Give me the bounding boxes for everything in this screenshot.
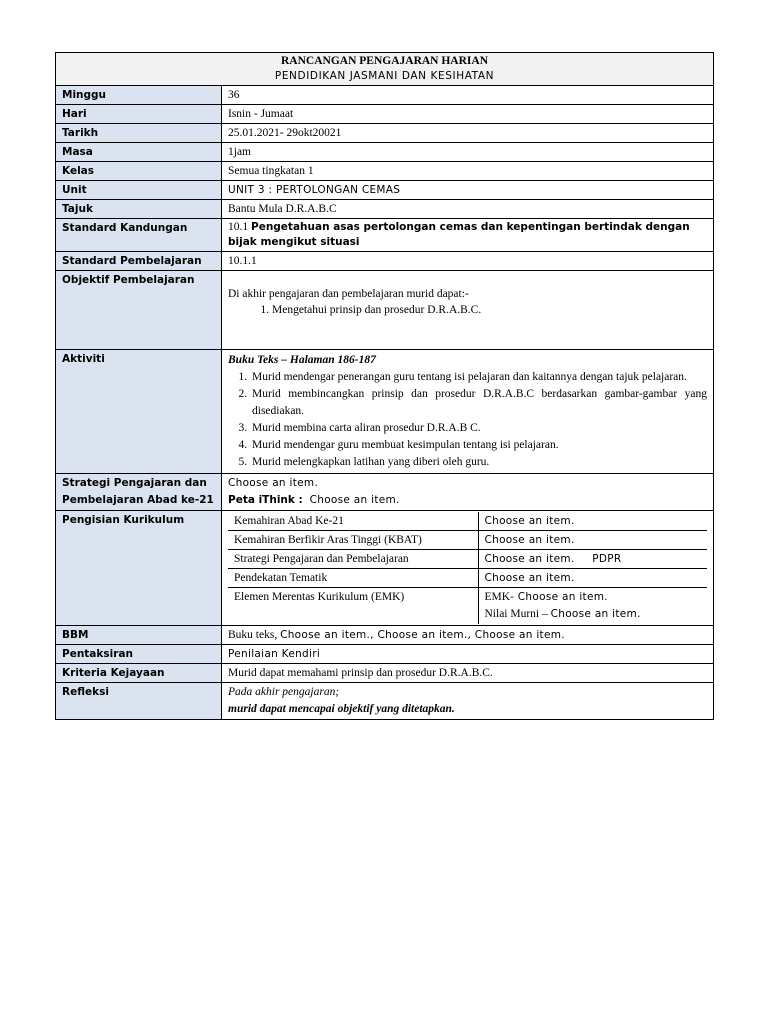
value-tajuk[interactable]: Bantu Mula D.R.A.B.C (222, 200, 714, 219)
label-kurikulum: Pengisian Kurikulum (56, 511, 222, 626)
ithink-dropdown[interactable]: Choose an item. (309, 494, 400, 506)
value-aktiviti[interactable] (222, 350, 714, 474)
standard-kandungan-code: 10.1 (228, 221, 249, 233)
row-unit (56, 181, 714, 200)
document-title: RANCANGAN PENGAJARAN HARIAN (281, 55, 488, 67)
kurikulum-row (228, 569, 707, 588)
label-hari: Hari (56, 105, 222, 124)
label-aktiviti: Aktiviti (56, 350, 222, 474)
bbm-dropdowns[interactable]: Choose an item., Choose an item., Choose an item. (280, 629, 565, 641)
value-kriteria[interactable]: Murid dapat memahami prinsip dan prosedur D.R.A.B.C. (222, 664, 714, 683)
kurikulum-name: Kemahiran Berfikir Aras Tinggi (KBAT) (228, 531, 478, 550)
pdpr-text: PDPR (592, 553, 622, 565)
kurikulum-dropdown[interactable]: Choose an item. (484, 553, 575, 565)
header-cell (56, 53, 714, 86)
value-kelas[interactable]: Semua tingkatan 1 (222, 162, 714, 181)
emk-dropdown[interactable]: - Choose an item. (510, 591, 608, 603)
value-minggu[interactable]: 36 (222, 86, 714, 105)
strategi-dropdown[interactable]: Choose an item. (228, 477, 319, 489)
lesson-plan-page (55, 52, 714, 720)
kurikulum-row (228, 531, 707, 550)
row-kriteria (56, 664, 714, 683)
value-objektif[interactable] (222, 271, 714, 350)
value-standard-kandungan[interactable] (222, 219, 714, 252)
value-strategi (222, 474, 714, 511)
row-standard-pembelajaran (56, 252, 714, 271)
kurikulum-table (228, 512, 707, 624)
aktiviti-item: 3. Murid membina carta aliran prosedur D.R.A.B C. (250, 420, 707, 437)
row-bbm (56, 626, 714, 645)
refleksi-line1: Pada akhir pengajaran; (228, 686, 340, 698)
row-strategi (56, 474, 714, 511)
row-masa (56, 143, 714, 162)
label-tajuk: Tajuk (56, 200, 222, 219)
aktiviti-item: 2. Murid membincangkan prinsip dan prosedur D.R.A.B.C berdasarkan gambar-gambar yang disediakan. (250, 386, 707, 420)
kurikulum-dropdown[interactable]: Choose an item. (478, 512, 707, 531)
kurikulum-name: Pendekatan Tematik (228, 569, 478, 588)
aktiviti-item: 5. Murid melengkapkan latihan yang diberi oleh guru. (250, 454, 707, 471)
label-strategi (56, 474, 222, 511)
label-standard-pembelajaran: Standard Pembelajaran (56, 252, 222, 271)
label-pentaksiran: Pentaksiran (56, 645, 222, 664)
row-standard-kandungan (56, 219, 714, 252)
value-unit[interactable]: UNIT 3 : PERTOLONGAN CEMAS (222, 181, 714, 200)
row-objektif (56, 271, 714, 350)
label-refleksi: Refleksi (56, 683, 222, 720)
label-objektif: Objektif Pembelajaran (56, 271, 222, 350)
label-standard-kandungan: Standard Kandungan (56, 219, 222, 252)
row-tajuk (56, 200, 714, 219)
kurikulum-dropdown[interactable]: Choose an item. (478, 531, 707, 550)
nilai-murni-dropdown[interactable]: Choose an item. (550, 608, 641, 620)
header-row (56, 53, 714, 86)
kurikulum-cell (222, 511, 714, 626)
bbm-prefix: Buku teks, (228, 629, 278, 641)
value-bbm (222, 626, 714, 645)
row-aktiviti (56, 350, 714, 474)
label-unit: Unit (56, 181, 222, 200)
kurikulum-row (228, 512, 707, 531)
label-minggu: Minggu (56, 86, 222, 105)
label-bbm: BBM (56, 626, 222, 645)
label-strategi-line2: Pembelajaran Abad ke-21 (62, 494, 214, 506)
aktiviti-heading: Buku Teks – Halaman 186-187 (228, 354, 376, 366)
aktiviti-item: 4. Murid mendengar guru membuat kesimpulan tentang isi pelajaran. (250, 437, 707, 454)
aktiviti-item: 1. Murid mendengar penerangan guru tentang isi pelajaran dan kaitannya dengan tajuk pelajaran. (250, 369, 707, 386)
kurikulum-value-cell (478, 550, 707, 569)
value-standard-pembelajaran[interactable]: 10.1.1 (222, 252, 714, 271)
row-kurikulum (56, 511, 714, 626)
row-tarikh (56, 124, 714, 143)
kurikulum-row-emk (228, 588, 707, 625)
row-pentaksiran (56, 645, 714, 664)
row-kelas (56, 162, 714, 181)
refleksi-line2: murid dapat mencapai objektif yang ditetapkan. (228, 703, 455, 715)
emk-name: Elemen Merentas Kurikulum (EMK) (228, 588, 478, 625)
ithink-label: Peta iThink : (228, 494, 303, 506)
label-kriteria: Kriteria Kejayaan (56, 664, 222, 683)
aktiviti-list (228, 369, 707, 471)
value-pentaksiran[interactable]: Penilaian Kendiri (222, 645, 714, 664)
lesson-plan-table (55, 52, 714, 720)
nilai-murni-label: Nilai Murni – (484, 608, 548, 620)
value-hari[interactable]: Isnin - Jumaat (222, 105, 714, 124)
value-refleksi[interactable] (222, 683, 714, 720)
kurikulum-name: Kemahiran Abad Ke-21 (228, 512, 478, 531)
row-hari (56, 105, 714, 124)
row-minggu (56, 86, 714, 105)
emk-label: EMK (484, 591, 511, 603)
emk-value-cell (478, 588, 707, 625)
label-tarikh: Tarikh (56, 124, 222, 143)
objektif-item: 1. Mengetahui prinsip dan prosedur D.R.A.B.C. (272, 302, 707, 318)
label-strategi-line1: Strategi Pengajaran dan (62, 477, 207, 489)
value-masa[interactable]: 1jam (222, 143, 714, 162)
objektif-list (228, 302, 707, 318)
row-refleksi (56, 683, 714, 720)
standard-kandungan-text: Pengetahuan asas pertolongan cemas dan kepentingan bertindak dengan bijak mengikut situasi (228, 221, 690, 248)
objektif-intro: Di akhir pengajaran dan pembelajaran murid dapat:- (228, 288, 469, 300)
label-kelas: Kelas (56, 162, 222, 181)
document-subtitle: PENDIDIKAN JASMANI DAN KESIHATAN (274, 70, 495, 82)
kurikulum-name: Strategi Pengajaran dan Pembelajaran (228, 550, 478, 569)
value-tarikh[interactable]: 25.01.2021- 29okt20021 (222, 124, 714, 143)
kurikulum-dropdown[interactable]: Choose an item. (478, 569, 707, 588)
kurikulum-row (228, 550, 707, 569)
label-masa: Masa (56, 143, 222, 162)
